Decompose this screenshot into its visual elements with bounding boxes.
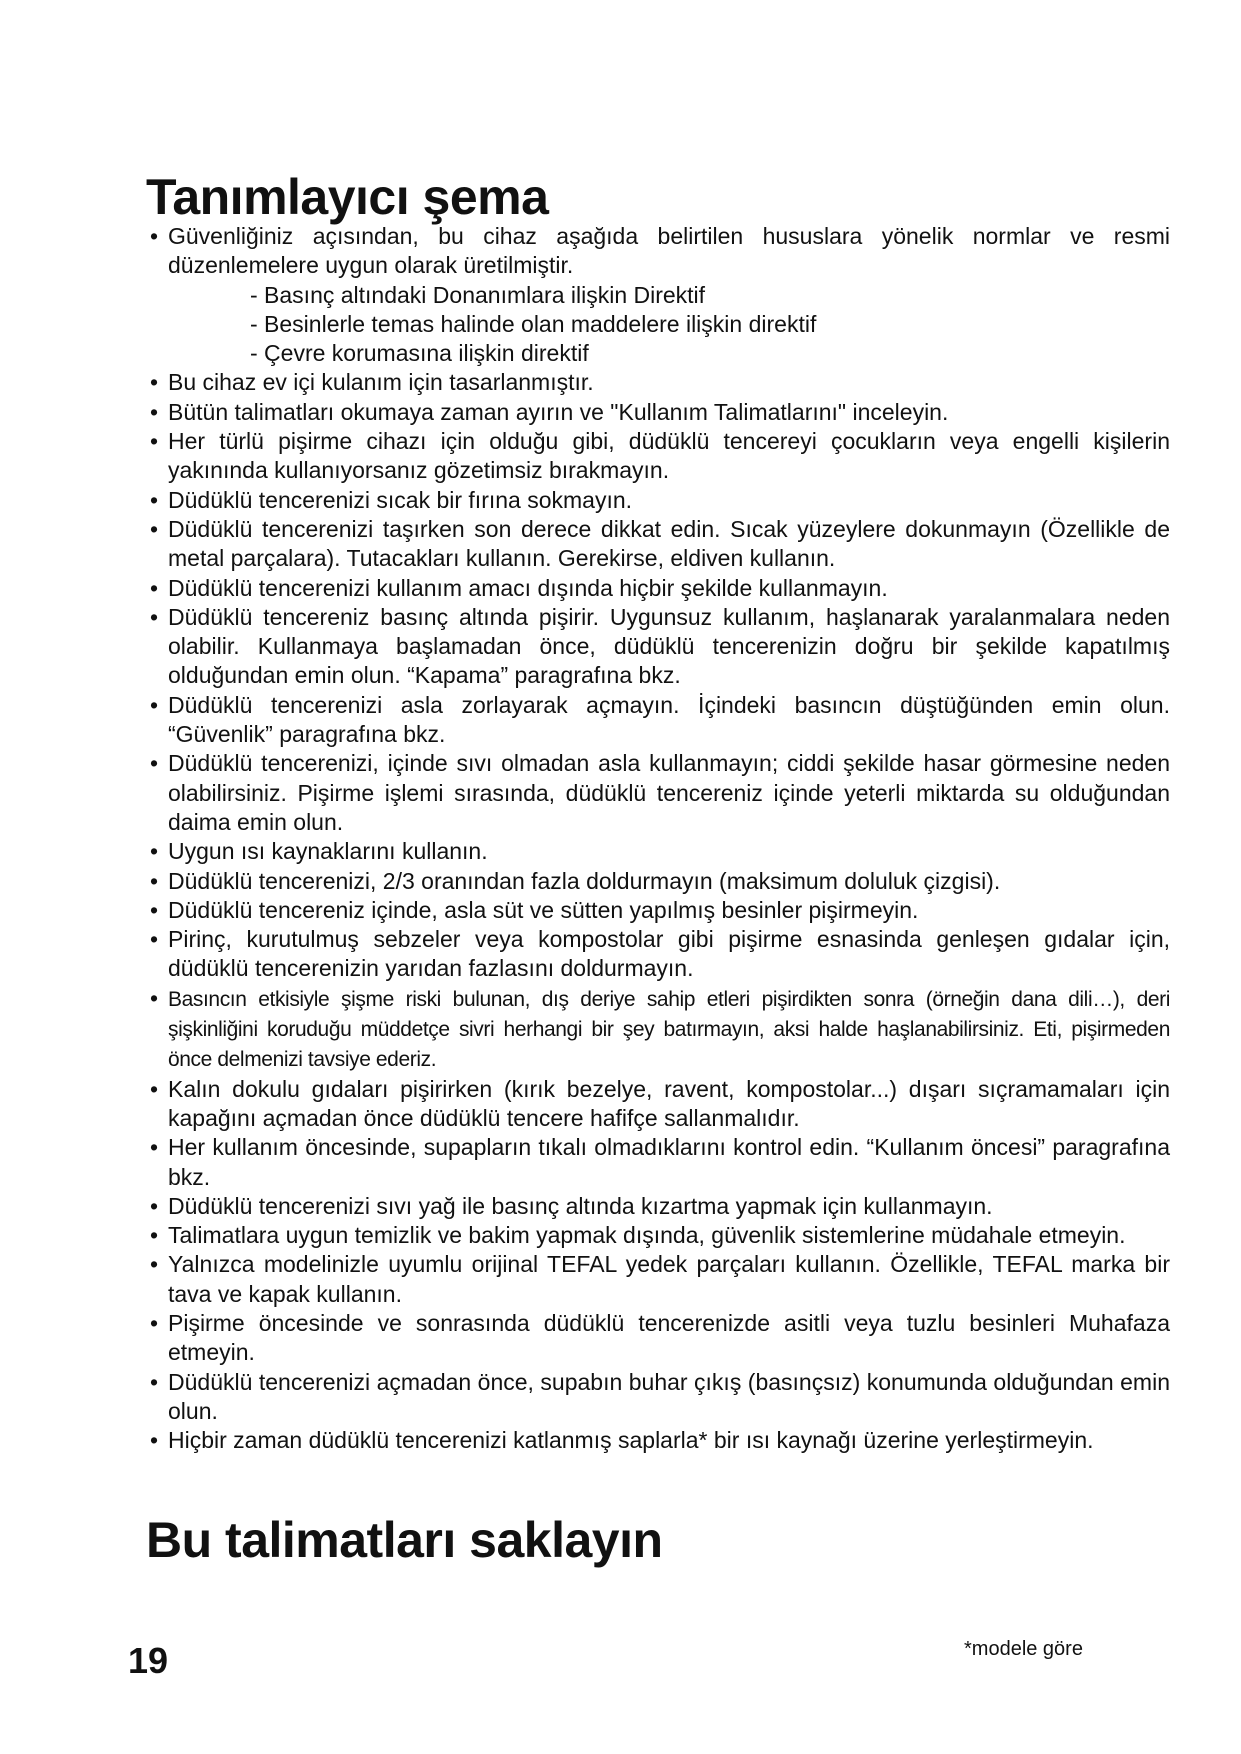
bullet-icon: • bbox=[150, 838, 159, 865]
list-item bbox=[150, 368, 1170, 397]
bullet-icon: • bbox=[150, 486, 159, 513]
bullet-icon: • bbox=[150, 867, 159, 894]
bullet-icon: • bbox=[150, 398, 159, 425]
list-item-text: Düdüklü tencerenizi açmadan önce, supabın buhar çıkış (basınçsız) konumunda olduğundan emin olun. bbox=[168, 1368, 1170, 1424]
list-item-text: Talimatlara uygun temizlik ve bakim yapmak dışında, güvenlik sistemlerine müdahale etmeyin. bbox=[168, 1222, 1126, 1249]
bullet-icon: • bbox=[150, 896, 159, 923]
list-item-text: Güvenliğiniz açısından, bu cihaz aşağıda belirtilen hususlara yönelik normlar ve resmi düzenlemelere uygun olarak üretilmiştir. bbox=[168, 223, 1170, 279]
list-item bbox=[150, 574, 1170, 603]
list-item-text: Her kullanım öncesinde, supapların tıkalı olmadıklarını kontrol edin. “Kullanım öncesi” paragrafına bkz. bbox=[168, 1134, 1170, 1190]
bullet-icon: • bbox=[150, 223, 159, 249]
bullet-icon: • bbox=[150, 1075, 159, 1102]
list-item bbox=[150, 867, 1170, 896]
list-item bbox=[150, 1250, 1170, 1309]
bullet-icon: • bbox=[150, 1134, 159, 1161]
list-item-text: Her türlü pişirme cihazı için olduğu gibi, düdüklü tencereyi çocukların veya engelli kişilerin yakınında kullanıyorsanız gözetimsiz bırakmayın. bbox=[168, 428, 1170, 484]
list-item-text: Pirinç, kurutulmuş sebzeler veya kompostolar gibi pişirme esnasinda genleşen gıdalar için, düdüklü tencerenizin yarıdan fazlasını doldurmayın. bbox=[168, 926, 1170, 982]
list-item-text: Bütün talimatları okumaya zaman ayırın ve "Kullanım Talimatlarını" inceleyin. bbox=[168, 398, 949, 425]
list-item bbox=[150, 749, 1170, 837]
list-item-text: Düdüklü tencerenizi sıcak bir fırına sokmayın. bbox=[168, 486, 633, 513]
list-item bbox=[150, 515, 1170, 574]
directive-list bbox=[150, 281, 1170, 369]
list-item-text: Düdüklü tencereniz içinde, asla süt ve sütten yapılmış besinler pişirmeyin. bbox=[168, 896, 919, 923]
bullet-icon: • bbox=[150, 1427, 159, 1454]
list-item bbox=[150, 427, 1170, 486]
list-item bbox=[150, 1309, 1170, 1368]
list-item-text: Uygun ısı kaynaklarını kullanın. bbox=[168, 838, 488, 865]
bullet-icon: • bbox=[150, 691, 159, 718]
list-item bbox=[150, 925, 1170, 984]
closing-title: Bu talimatları saklayın bbox=[146, 1512, 663, 1568]
list-item-text: Düdüklü tencerenizi, 2/3 oranından fazla doldurmayın (maksimum doluluk çizgisi). bbox=[168, 867, 1001, 894]
bullet-icon: • bbox=[150, 1251, 159, 1278]
list-item-text: Düdüklü tencerenizi, içinde sıvı olmadan asla kullanmayın; ciddi şekilde hasar görmesine neden olabilirsiniz. Pişirme işlemi sırasında, düdüklü tencereniz içinde yeterli miktarda su olduğundan daima emin olun. bbox=[168, 750, 1170, 835]
bullet-icon: • bbox=[150, 1368, 159, 1395]
list-item bbox=[150, 837, 1170, 866]
bullet-icon: • bbox=[150, 574, 159, 601]
list-item-text: Basıncın etkisiyle şişme riski bulunan, dış deriye sahip etleri pişirdikten sonra (örneğin dana dili…), deri şişkinliğini koruduğu müddetçe sivri herhangi bir şey batırmayın, aksi halde haşlanabilirsiniz. Eti, pişirmeden önce delmenizi tavsiye ederiz. bbox=[168, 987, 1170, 1072]
bullet-icon: • bbox=[150, 428, 159, 455]
list-item bbox=[150, 984, 1170, 1075]
bullet-icon: • bbox=[150, 1192, 159, 1219]
footnote: *modele göre bbox=[964, 1638, 1083, 1660]
directive-item: - Besinlerle temas halinde olan maddelere ilişkin direktif bbox=[250, 310, 817, 337]
list-item bbox=[150, 1075, 1170, 1134]
bullet-icon: • bbox=[150, 926, 159, 953]
list-item-text: Düdüklü tencereniz basınç altında pişirir. Uygunsuz kullanım, haşlanarak yaralanmalara neden olabilir. Kullanmaya başlamadan önce, düdüklü tencerenizin doğru bir şekilde kapatılmış olduğundan emin olun. “Kapama” paragrafına bkz. bbox=[168, 603, 1170, 689]
list-item bbox=[150, 603, 1170, 691]
list-item-text: Düdüklü tencerenizi kullanım amacı dışında hiçbir şekilde kullanmayın. bbox=[168, 574, 888, 601]
list-item-text: Yalnızca modelinizle uyumlu orijinal TEFAL yedek parçaları kullanın. Özellikle, TEFAL marka bir tava ve kapak kullanın. bbox=[168, 1251, 1170, 1307]
bullet-icon: • bbox=[150, 984, 159, 1011]
list-item-text: Hiçbir zaman düdüklü tencerenizi katlanmış saplarla* bir ısı kaynağı üzerine yerleştirmeyin. bbox=[168, 1427, 1094, 1454]
bullet-icon: • bbox=[150, 750, 159, 777]
list-item bbox=[150, 398, 1170, 427]
list-item bbox=[150, 1368, 1170, 1427]
list-item-intro bbox=[150, 222, 1170, 281]
list-item bbox=[150, 896, 1170, 925]
list-item-text: Düdüklü tencerenizi sıvı yağ ile basınç altında kızartma yapmak için kullanmayın. bbox=[168, 1192, 993, 1219]
list-item-text: Bu cihaz ev içi kulanım için tasarlanmıştır. bbox=[168, 369, 594, 396]
directive-item: - Basınç altındaki Donanımlara ilişkin Direktif bbox=[250, 281, 706, 308]
page-number: 19 bbox=[128, 1640, 169, 1681]
bullet-icon: • bbox=[150, 1309, 159, 1336]
list-item bbox=[150, 1221, 1170, 1250]
list-item bbox=[150, 1426, 1170, 1455]
list-item bbox=[150, 1133, 1170, 1192]
page-title: Tanımlayıcı şema bbox=[146, 169, 549, 225]
list-item bbox=[150, 486, 1170, 515]
list-item-text: Kalın dokulu gıdaları pişirirken (kırık bezelye, ravent, kompostolar...) dışarı sıçramamaları için kapağını açmadan önce düdüklü tencere hafifçe sallanmalıdır. bbox=[168, 1075, 1170, 1131]
list-item bbox=[150, 691, 1170, 750]
list-item bbox=[150, 1192, 1170, 1221]
bullet-icon: • bbox=[150, 369, 159, 396]
bullet-icon: • bbox=[150, 1222, 159, 1249]
bullet-icon: • bbox=[150, 515, 159, 542]
list-item-text: Düdüklü tencerenizi taşırken son derece dikkat edin. Sıcak yüzeylere dokunmayın (Özellikle de metal parçalara). Tutacakları kullanın. Gerekirse, eldiven kullanın. bbox=[168, 515, 1170, 572]
list-item-text: Pişirme öncesinde ve sonrasında düdüklü tencerenizde asitli veya tuzlu besinleri Muhafaza etmeyin. bbox=[168, 1309, 1170, 1366]
bullet-icon: • bbox=[150, 603, 159, 630]
list-item-text: Düdüklü tencerenizi asla zorlayarak açmayın. İçindeki basıncın düştüğünden emin olun. “Güvenlik” paragrafına bkz. bbox=[168, 691, 1170, 748]
safety-list bbox=[150, 222, 1170, 1455]
directive-item: - Çevre korumasına ilişkin direktif bbox=[250, 340, 589, 367]
